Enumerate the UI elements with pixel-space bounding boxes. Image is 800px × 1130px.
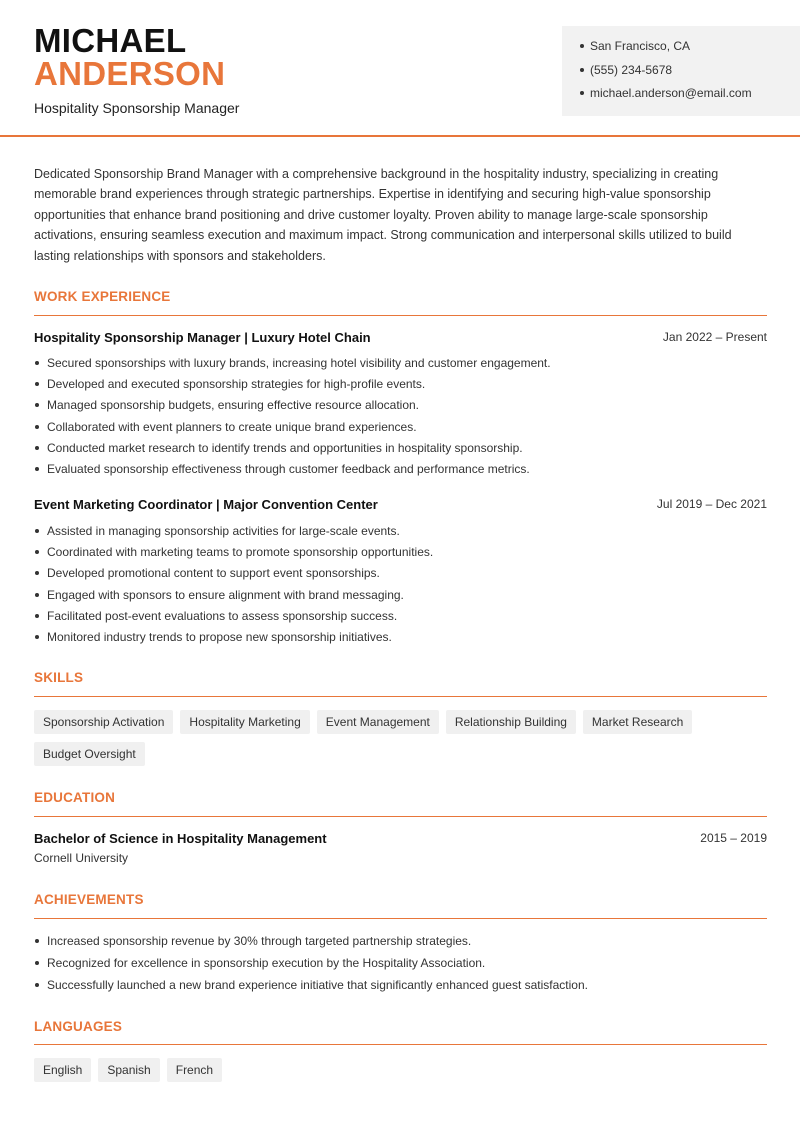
skill-tag: Sponsorship Activation bbox=[34, 710, 173, 734]
job-dates: Jan 2022 – Present bbox=[662, 330, 767, 344]
section-divider bbox=[34, 1044, 767, 1045]
language-tag: English bbox=[34, 1058, 91, 1082]
achievements-list bbox=[34, 933, 769, 999]
section-divider bbox=[34, 696, 767, 697]
list-item: Recognized for excellence in sponsorship execution by the Hospitality Association. bbox=[34, 955, 769, 977]
list-item: Increased sponsorship revenue by 30% through targeted partnership strategies. bbox=[34, 933, 769, 955]
education-heading: EDUCATION bbox=[34, 790, 116, 805]
contact-box bbox=[562, 26, 800, 116]
skills-tags bbox=[34, 710, 774, 766]
list-item: Facilitated post-event evaluations to assess sponsorship success. bbox=[34, 608, 769, 629]
job-role: Event Marketing Coordinator | Major Convention Center bbox=[34, 497, 378, 512]
contact-list bbox=[580, 38, 800, 109]
contact-phone: (555) 234-5678 bbox=[580, 62, 800, 86]
education-dates: 2015 – 2019 bbox=[700, 831, 767, 845]
section-divider bbox=[34, 918, 767, 919]
job-bullets bbox=[34, 523, 769, 650]
language-tag: French bbox=[167, 1058, 222, 1082]
list-item: Developed promotional content to support event sponsorships. bbox=[34, 565, 769, 586]
job-title: Hospitality Sponsorship Manager bbox=[34, 100, 240, 116]
work-experience-heading: WORK EXPERIENCE bbox=[34, 289, 171, 304]
list-item: Evaluated sponsorship effectiveness through customer feedback and performance metrics. bbox=[34, 461, 769, 482]
contact-location: San Francisco, CA bbox=[580, 38, 800, 62]
language-tags bbox=[34, 1058, 774, 1082]
skill-tag: Relationship Building bbox=[446, 710, 576, 734]
achievements-heading: ACHIEVEMENTS bbox=[34, 892, 144, 907]
section-divider bbox=[34, 315, 767, 316]
skill-tag: Market Research bbox=[583, 710, 692, 734]
professional-summary: Dedicated Sponsorship Brand Manager with a comprehensive background in the hospitality industry, specializing in creating memorable brand experiences through strategic partnerships. Expertise in identifying and securing high-value sponsorship opportunities that enhance brand positioning and drive customer loyalty. Proven ability to manage large-scale sponsorship activations, ensuring seamless execution and maximum impact. Strong communication and interpersonal skills utilized to build lasting relationships with sponsors and stakeholders. bbox=[34, 167, 732, 263]
job-dates: Jul 2019 – Dec 2021 bbox=[656, 497, 767, 511]
language-tag: Spanish bbox=[98, 1058, 159, 1082]
list-item: Coordinated with marketing teams to promote sponsorship opportunities. bbox=[34, 544, 769, 565]
list-item: Collaborated with event planners to create unique brand experiences. bbox=[34, 419, 769, 440]
list-item: Monitored industry trends to propose new sponsorship initiatives. bbox=[34, 629, 769, 650]
list-item: Assisted in managing sponsorship activities for large-scale events. bbox=[34, 523, 769, 544]
list-item: Secured sponsorships with luxury brands, increasing hotel visibility and customer engagement. bbox=[34, 355, 769, 376]
list-item: Engaged with sponsors to ensure alignment with brand messaging. bbox=[34, 587, 769, 608]
resume-header bbox=[0, 0, 800, 137]
section-divider bbox=[34, 816, 767, 817]
skill-tag: Hospitality Marketing bbox=[180, 710, 309, 734]
skill-tag: Event Management bbox=[317, 710, 439, 734]
skill-tag: Budget Oversight bbox=[34, 742, 145, 766]
list-item: Managed sponsorship budgets, ensuring effective resource allocation. bbox=[34, 397, 769, 418]
list-item: Conducted market research to identify trends and opportunities in hospitality sponsorship. bbox=[34, 440, 769, 461]
school: Cornell University bbox=[34, 851, 129, 865]
job-bullets bbox=[34, 355, 769, 482]
languages-heading: LANGUAGES bbox=[34, 1019, 123, 1034]
job-role: Hospitality Sponsorship Manager | Luxury Hotel Chain bbox=[34, 330, 371, 345]
skills-heading: SKILLS bbox=[34, 670, 84, 685]
last-name: ANDERSON bbox=[34, 55, 226, 92]
degree: Bachelor of Science in Hospitality Management bbox=[34, 831, 327, 846]
list-item: Developed and executed sponsorship strategies for high-profile events. bbox=[34, 376, 769, 397]
contact-email: michael.anderson@email.com bbox=[580, 85, 800, 109]
list-item: Successfully launched a new brand experience initiative that significantly enhanced guest satisfaction. bbox=[34, 977, 769, 999]
first-name: MICHAEL bbox=[34, 22, 187, 59]
